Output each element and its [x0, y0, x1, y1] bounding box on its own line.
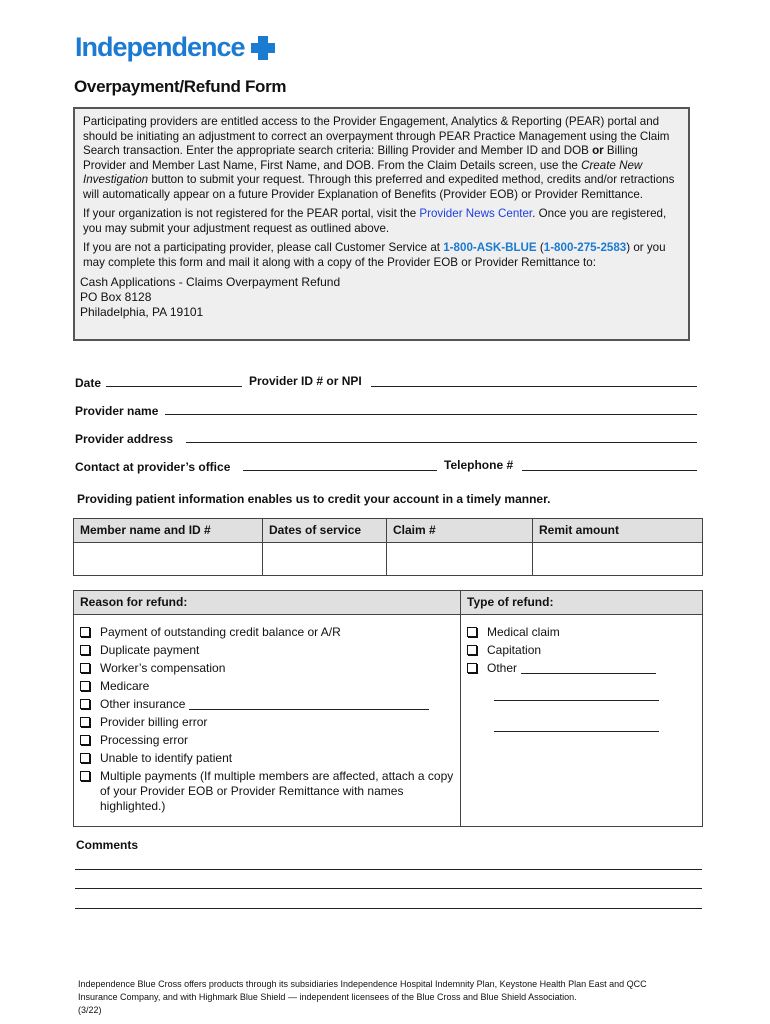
footer-text: Independence Blue Cross offers products through its subsidiaries Independence Hospital Indemnity Plan, Keystone Health Plan East and QCC Insurance Company, and with Highmark Blue Shield — independent licensees of the Blue Cross and Blue Shield Association. — [78, 979, 647, 1002]
provider-address-label: Provider address — [75, 432, 174, 446]
other-insurance-field[interactable] — [189, 709, 429, 710]
type-extra-line[interactable] — [494, 731, 659, 732]
instructions-paragraph-3: If you are not a participating provider, please call Customer Service at 1-800-ASK-BLUE (1-800-275-2583) or you may complete this form and mail it along with a copy of the Provider EOB or Provider Remittance to: — [83, 241, 666, 269]
checkbox-icon[interactable] — [80, 681, 90, 691]
checkbox-icon[interactable] — [80, 735, 90, 745]
contact-field[interactable] — [243, 470, 437, 471]
phone-link-number[interactable]: 1-800-275-2583 — [543, 241, 627, 254]
type-item[interactable]: Capitation — [467, 643, 696, 658]
checkbox-icon[interactable] — [80, 627, 90, 637]
checkbox-icon[interactable] — [80, 717, 90, 727]
reason-item[interactable]: Multiple payments (If multiple members are affected, attach a copy of your Provider EOB or Provider Remittance with names highlighted.) — [80, 769, 454, 814]
checkbox-icon[interactable] — [467, 627, 477, 637]
comments-label: Comments — [76, 838, 139, 852]
reason-item[interactable]: Provider billing error — [80, 715, 454, 730]
comments-line[interactable] — [75, 908, 702, 909]
form-code: (3/22) — [78, 1005, 102, 1015]
mailing-address: Cash Applications - Claims Overpayment Refund PO Box 8128 Philadelphia, PA 19101 — [80, 275, 341, 319]
instructions-paragraph-1: Participating providers are entitled access to the Provider Engagement, Analytics & Reporting (PEAR) portal and should be initiating an adjustment to correct an overpayment through PEAR Practice Management using the Claim Search transaction. Enter the appropriate search criteria: Billing Provider and Member ID and DOB or Billing Provider and Member Last Name, First Name, and DOB. From the Claim Details screen, use the Create New Investigation button to submit your request. Through this preferred and expedited method, credits and/or retractions will automatically appear on a future Provider Explanation of Benefits (Provider EOB) or Provider Remittance. — [83, 115, 675, 201]
checkbox-icon[interactable] — [467, 663, 477, 673]
footer — [78, 978, 688, 1017]
instructions-paragraph-2: If your organization is not registered for the PEAR portal, visit the Provider News Center. Once you are registered, you may submit your adjustment request as outlined above. — [83, 207, 667, 235]
telephone-field[interactable] — [522, 470, 697, 471]
checkbox-icon[interactable] — [80, 771, 90, 781]
provider-address-field[interactable] — [186, 442, 697, 443]
checkbox-icon[interactable] — [80, 663, 90, 673]
patient-info-note: Providing patient information enables us to credit your account in a timely manner. — [77, 492, 551, 506]
checkbox-icon[interactable] — [80, 753, 90, 763]
dates-cell[interactable] — [263, 543, 387, 576]
checkbox-icon[interactable] — [80, 645, 90, 655]
member-cell[interactable] — [74, 543, 263, 576]
reason-item[interactable]: Unable to identify patient — [80, 751, 454, 766]
date-label: Date — [75, 376, 102, 390]
claim-cell[interactable] — [387, 543, 533, 576]
patient-table — [73, 518, 703, 576]
comments-line[interactable] — [75, 869, 702, 870]
provider-name-field[interactable] — [165, 414, 697, 415]
comments-line[interactable] — [75, 888, 702, 889]
provider-news-center-link[interactable]: Provider News Center — [419, 207, 533, 220]
logo-text: Independence — [75, 32, 245, 62]
type-list — [461, 615, 703, 827]
col-member: Member name and ID # — [74, 519, 263, 543]
reason-header: Reason for refund: — [74, 591, 461, 615]
checkbox-icon[interactable] — [80, 699, 90, 709]
reason-item[interactable]: Other insurance — [80, 697, 454, 712]
type-item[interactable]: Other — [467, 661, 696, 676]
checkbox-icon[interactable] — [467, 645, 477, 655]
reason-item[interactable]: Payment of outstanding credit balance or A/R — [80, 625, 454, 640]
col-claim: Claim # — [387, 519, 533, 543]
provider-name-label: Provider name — [75, 404, 159, 418]
page-title: Overpayment/Refund Form — [74, 77, 287, 96]
other-type-field[interactable] — [521, 673, 656, 674]
refund-table — [73, 590, 703, 827]
type-extra-line[interactable] — [494, 700, 659, 701]
instructions-box — [73, 107, 690, 341]
blue-cross-icon — [251, 36, 275, 60]
type-header: Type of refund: — [461, 591, 703, 615]
contact-label: Contact at provider’s office — [75, 460, 231, 474]
col-remit: Remit amount — [533, 519, 703, 543]
provider-id-label: Provider ID # or NPI — [249, 374, 362, 388]
phone-link-ask-blue[interactable]: 1-800-ASK-BLUE — [443, 241, 537, 254]
provider-id-field[interactable] — [371, 386, 697, 387]
reason-item[interactable]: Duplicate payment — [80, 643, 454, 658]
type-item[interactable]: Medical claim — [467, 625, 696, 640]
remit-cell[interactable] — [533, 543, 703, 576]
col-dates: Dates of service — [263, 519, 387, 543]
reason-item[interactable]: Processing error — [80, 733, 454, 748]
reason-item[interactable]: Medicare — [80, 679, 454, 694]
independence-logo — [75, 32, 275, 63]
telephone-label: Telephone # — [444, 458, 514, 472]
date-field[interactable] — [106, 386, 242, 387]
reason-list — [74, 615, 461, 827]
reason-item[interactable]: Worker’s compensation — [80, 661, 454, 676]
